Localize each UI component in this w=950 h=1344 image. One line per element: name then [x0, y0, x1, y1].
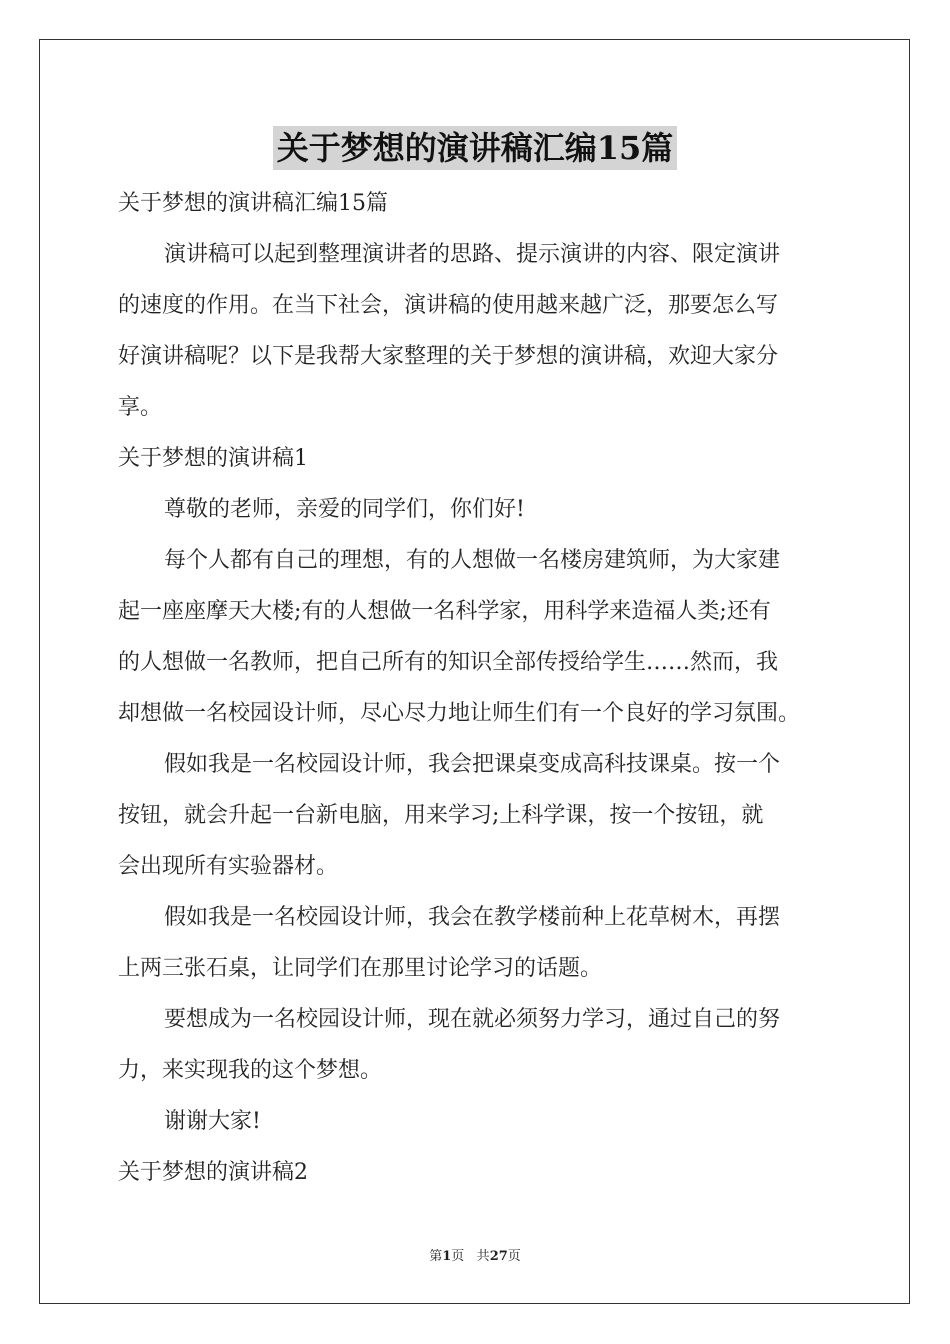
text-line: 的人想做一名教师，把自己所有的知识全部传授给学生……然而，我	[118, 650, 779, 675]
page-total: 27	[489, 1249, 508, 1264]
text-line: 假如我是一名校园设计师，我会把课桌变成高科技课桌。按一个	[164, 752, 781, 777]
text-line: 每个人都有自己的理想，有的人想做一名楼房建筑师，为大家建	[164, 548, 781, 573]
text-line: 起一座座摩天大楼;有的人想做一名科学家，用科学来造福人类;还有	[118, 599, 771, 624]
document-body	[118, 178, 838, 1198]
text-line: 关于梦想的演讲稿汇编15篇	[118, 191, 388, 216]
document-title: 关于梦想的演讲稿汇编15篇	[273, 126, 678, 170]
text-line: 关于梦想的演讲稿2	[118, 1160, 308, 1185]
text-line: 关于梦想的演讲稿1	[118, 446, 308, 471]
page-current: 1	[442, 1249, 452, 1264]
page-prefix: 第	[429, 1249, 443, 1264]
text-line: 的速度的作用。在当下社会，演讲稿的使用越来越广泛，那要怎么写	[118, 293, 779, 318]
text-line: 上两三张石桌，让同学们在那里讨论学习的话题。	[118, 956, 603, 981]
text-line: 谢谢大家!	[164, 1109, 261, 1134]
text-line: 好演讲稿呢？以下是我帮大家整理的关于梦想的演讲稿，欢迎大家分	[118, 344, 779, 369]
text-line: 按钮，就会升起一台新电脑，用来学习;上科学课，按一个按钮，就	[118, 803, 764, 828]
total-prefix: 共	[476, 1249, 490, 1264]
total-suffix: 页	[507, 1249, 521, 1264]
title-container	[0, 126, 950, 170]
text-line: 享。	[118, 395, 163, 420]
page-footer	[0, 1248, 950, 1266]
text-line: 假如我是一名校园设计师，我会在教学楼前种上花草树木，再摆	[164, 905, 781, 930]
text-line: 尊敬的老师，亲爱的同学们，你们好!	[164, 497, 525, 522]
page-suffix: 页	[451, 1249, 465, 1264]
text-line: 要想成为一名校园设计师，现在就必须努力学习，通过自己的努	[164, 1007, 781, 1032]
text-line: 却想做一名校园设计师，尽心尽力地让师生们有一个良好的学习氛围。	[118, 701, 801, 726]
text-line: 力，来实现我的这个梦想。	[118, 1058, 383, 1083]
text-line: 会出现所有实验器材。	[118, 854, 339, 879]
text-line: 演讲稿可以起到整理演讲者的思路、提示演讲的内容、限定演讲	[164, 242, 781, 267]
